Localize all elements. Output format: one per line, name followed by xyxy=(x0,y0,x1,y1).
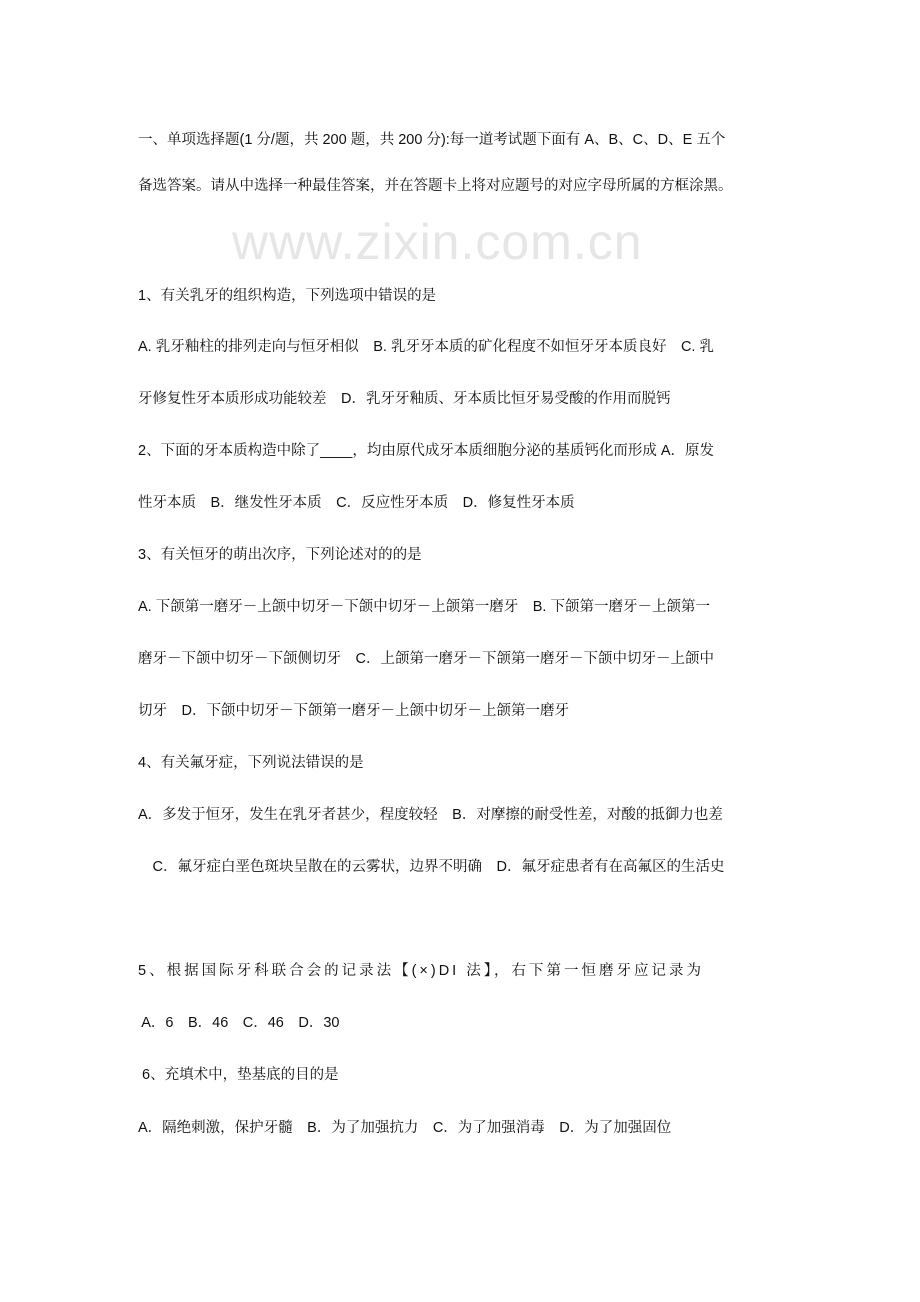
question-options: A. 下颌第一磨牙－上颌中切牙－下颌中切牙－上颌第一磨牙 B. 下颌第一磨牙－上颌第一 xyxy=(138,599,710,615)
question-stem: 6、充填术中，垫基底的目的是 xyxy=(138,1067,339,1083)
question-stem: 5、根据国际牙科联合会的记录法【(×)DI 法】，右下第一恒磨牙应记录为 xyxy=(138,963,704,979)
question-options: A．6 B．46 C．46 D．30 xyxy=(138,1015,340,1031)
question-options: A．隔绝刺激，保护牙髓 B．为了加强抗力 C．为了加强消毒 D．为了加强固位 xyxy=(138,1120,672,1136)
watermark: www.zixin.com.cn xyxy=(232,214,643,270)
question-stem: 2、下面的牙本质构造中除了____，均由原代成牙本质细胞分泌的基质钙化而形成 A．原发 xyxy=(138,443,715,459)
question-stem: 1、有关乳牙的组织构造，下列选项中错误的是 xyxy=(138,288,437,304)
question-options: 性牙本质 B．继发性牙本质 C．反应性牙本质 D．修复性牙本质 xyxy=(138,495,575,511)
question-stem: 3、有关恒牙的萌出次序，下列论述对的的是 xyxy=(138,547,422,563)
question-options: A．多发于恒牙，发生在乳牙者甚少，程度较轻 B．对摩擦的耐受性差，对酸的抵御力也差 xyxy=(138,807,723,823)
intro-line: 备选答案。请从中选择一种最佳答案，并在答题卡上将对应题号的对应字母所属的方框涂黑。 xyxy=(138,178,733,194)
question-options: 牙修复性牙本质形成功能较差 D．乳牙牙釉质、牙本质比恒牙易受酸的作用而脱钙 xyxy=(138,391,671,407)
question-options: 切牙 D．下颌中切牙－下颌第一磨牙－上颌中切牙－上颌第一磨牙 xyxy=(138,703,569,719)
question-stem: 4、有关氟牙症，下列说法错误的是 xyxy=(138,755,364,771)
intro-line: 一、单项选择题(1 分/题，共 200 题，共 200 分):每一道考试题下面有 A、B、C、D、E 五个 xyxy=(138,132,726,148)
question-options: C．氟牙症白垩色斑块呈散在的云雾状，边界不明确 D．氟牙症患者有在高氟区的生活史 xyxy=(138,859,725,875)
question-options: A. 乳牙釉柱的排列走向与恒牙相似 B. 乳牙牙本质的矿化程度不如恒牙牙本质良好 C. 乳 xyxy=(138,339,714,355)
question-options: 磨牙－下颌中切牙－下颌侧切牙 C．上颌第一磨牙－下颌第一磨牙－下颌中切牙－上颌中 xyxy=(138,651,714,667)
